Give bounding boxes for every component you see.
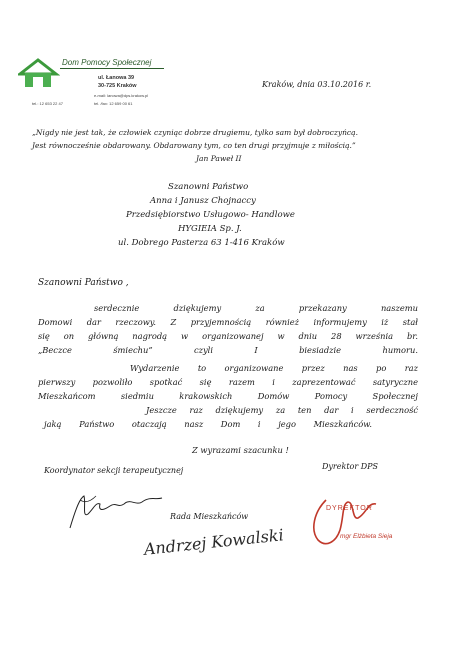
- council-name-handwriting: Andrzej Kowalski: [143, 525, 285, 559]
- body-line: serdecznie dziękujemy za przekazany naszemu: [94, 303, 418, 313]
- greeting: Szanowni Państwo ,: [38, 278, 129, 288]
- recipient-company-type: Przedsiębiorstwo Usługowo- Handlowe: [126, 210, 295, 220]
- address-postal-city: 30-725 Kraków: [98, 83, 137, 89]
- council-role: Rada Mieszkańców: [170, 512, 249, 521]
- org-name: Dom Pomocy Społecznej: [62, 58, 152, 67]
- date-line: Kraków, dnia 03.10.2016 r.: [262, 80, 372, 89]
- body-line: Domowi dar rzeczowy. Z przyjemnością również informujemy iż stał: [38, 317, 418, 327]
- recipient-salutation: Szanowni Państwo: [168, 182, 249, 192]
- stamp-name: mgr Elżbieta Sieja: [340, 533, 393, 540]
- address-phone: tel.: 12 653 22 47: [32, 101, 63, 106]
- recipient-company-name: HYGIEIA Sp. J.: [178, 224, 242, 234]
- body-line: „Beczce śmiechu” czyli I biesiadzie humoru.: [38, 345, 418, 355]
- house-logo-icon: [18, 58, 60, 88]
- logo-divider: [60, 68, 164, 69]
- quote-line-2: Jest równocześnie obdarowany. Obdarowany tym, co ten drugi przyjmuje z miłością.”: [32, 141, 356, 150]
- body-line: Mieszkańcom siedmiu krakowskich Domów Pomocy Społecznej: [38, 391, 418, 401]
- quote-author: Jan Paweł II: [196, 154, 242, 163]
- closing: Z wyrazami szacunku !: [192, 445, 289, 455]
- council-signature: [140, 516, 290, 560]
- quote-line-1: „Nigdy nie jest tak, że człowiek czyniąc dobrze drugiemu, tylko sam był dobroczyńcą.: [32, 128, 358, 137]
- stamp-title: DYREKTOR: [326, 505, 373, 512]
- body-line: Wydarzenie to organizowane przez nas po raz: [130, 363, 418, 373]
- body-line: pierwszy pozwoliło spotkać się razem i zaprezentować satyryczne: [38, 377, 418, 387]
- address-street: ul. Łanowa 39: [98, 75, 135, 81]
- body-line: Jeszcze raz dziękujemy za ten dar i serdeczność: [146, 405, 418, 415]
- recipient-names: Anna i Janusz Chojnaccy: [150, 196, 256, 206]
- coordinator-role: Koordynator sekcji terapeutycznej: [44, 466, 184, 475]
- address-fax: tel. /fax: 12 659 00 61: [94, 101, 133, 106]
- director-role: Dyrektor DPS: [322, 462, 379, 471]
- address-email: e-mail: lanowa@dps.krakow.pl: [94, 93, 149, 98]
- recipient-address: ul. Dobrego Pasterza 63 1-416 Kraków: [118, 238, 285, 248]
- body-line: jaką Państwo otaczają nasz Dom i jego Mieszkańców.: [44, 419, 372, 429]
- body-line: się on główną nagrodą w organizowanej w dniu 28 września br.: [38, 331, 418, 341]
- director-signature: [296, 490, 408, 554]
